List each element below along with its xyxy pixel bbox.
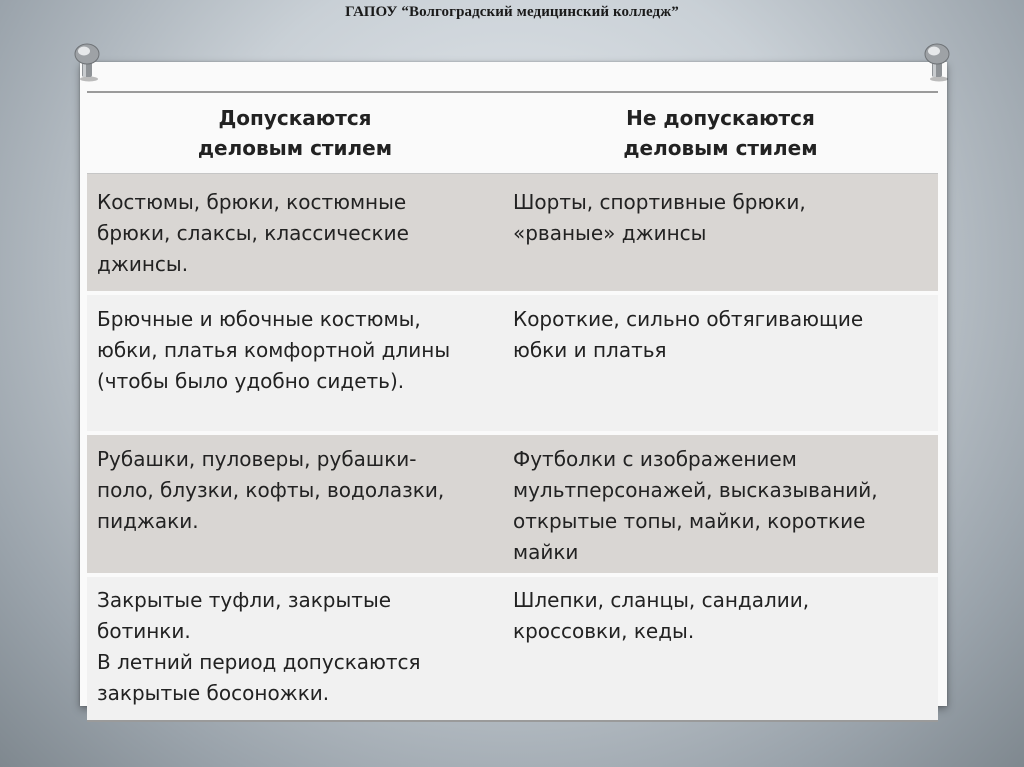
cell-line: Костюмы, брюки, костюмные (97, 190, 407, 214)
header-line: Не допускаются (626, 106, 815, 130)
dress-code-table (87, 91, 938, 722)
cell-line: майки (513, 540, 579, 564)
cell-line: Футболки с изображением (513, 447, 797, 471)
cell-line: пиджаки. (97, 509, 199, 533)
table-row (87, 174, 938, 294)
cell-line: ботинки. (97, 619, 191, 643)
cell-line: Рубашки, пуловеры, рубашки- (97, 447, 417, 471)
cell-line: мультперсонажей, высказываний, (513, 478, 878, 502)
cell-allowed (87, 575, 503, 721)
cell-line: Короткие, сильно обтягивающие (513, 307, 864, 331)
header-line: деловым стилем (197, 136, 393, 160)
cell-line: кроссовки, кеды. (513, 619, 695, 643)
table-row (87, 433, 938, 575)
cell-line: закрытые босоножки. (97, 681, 330, 705)
cell-line: брюки, слаксы, классические (97, 221, 409, 245)
cell-not-allowed (503, 174, 938, 294)
page-header: ГАПОУ “Волгоградский медицинский колледж” (345, 4, 679, 20)
cell-allowed (87, 293, 503, 433)
header-line: деловым стилем (623, 136, 818, 160)
cell-line: юбки, платья комфортной длины (97, 338, 451, 362)
pushpin-icon (922, 42, 952, 82)
table-header-row (87, 92, 938, 174)
table-row (87, 293, 938, 433)
cell-line: поло, блузки, кофты, водолазки, (97, 478, 445, 502)
cell-line: Шорты, спортивные брюки, (513, 190, 806, 214)
cell-allowed (87, 174, 503, 294)
cell-allowed (87, 433, 503, 575)
header-line: Допускаются (218, 106, 372, 130)
cell-line: Закрытые туфли, закрытые (97, 588, 392, 612)
pushpin-icon (72, 42, 102, 82)
cell-not-allowed (503, 433, 938, 575)
cell-line: Брючные и юбочные костюмы, (97, 307, 421, 331)
column-header-not-allowed (503, 92, 938, 174)
cell-line: открытые топы, майки, короткие (513, 509, 866, 533)
cell-line: В летний период допускаются (97, 650, 421, 674)
cell-line: «рваные» джинсы (513, 221, 707, 245)
cell-line: Шлепки, сланцы, сандалии, (513, 588, 810, 612)
cell-line: джинсы. (97, 252, 189, 276)
cell-not-allowed (503, 575, 938, 721)
table-row (87, 575, 938, 721)
cell-not-allowed (503, 293, 938, 433)
column-header-allowed (87, 92, 503, 174)
cell-line: юбки и платья (513, 338, 667, 362)
cell-line: (чтобы было удобно сидеть). (97, 369, 405, 393)
